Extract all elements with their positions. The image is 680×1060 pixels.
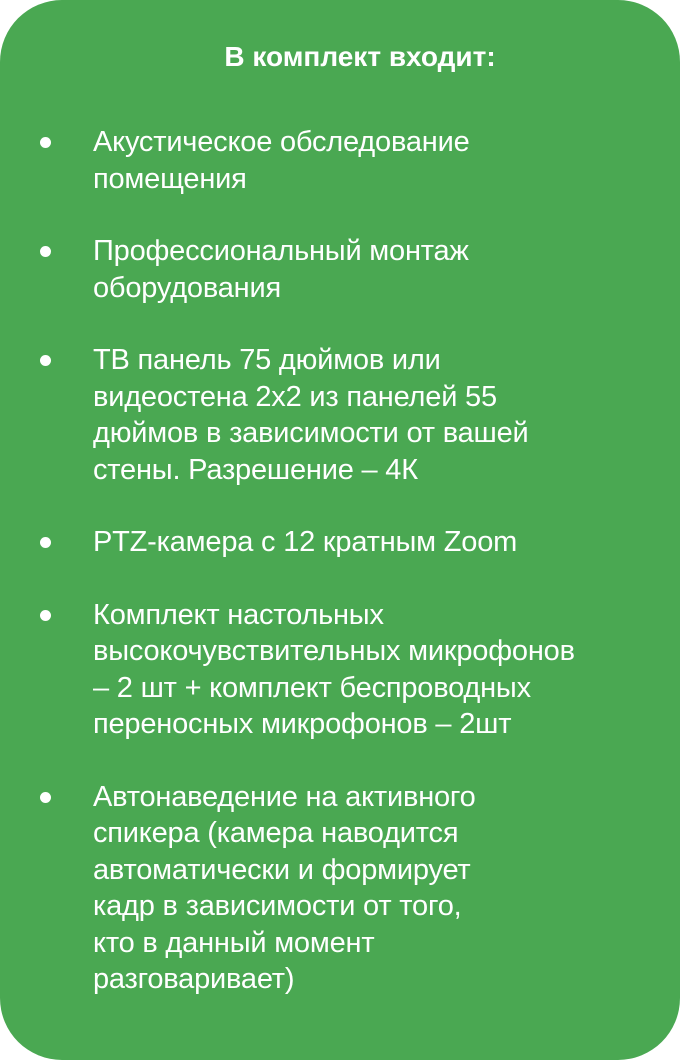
list-item	[0, 124, 680, 197]
list-item	[0, 597, 680, 743]
list-item-text: PTZ-камера с 12 кратным Zoom	[93, 526, 518, 558]
list-item-text: Автонаведение на активного спикера (камера наводится автоматически и формирует кадр в зависимости от того, кто в данный момент разговаривает)	[93, 780, 476, 995]
list-item	[0, 779, 680, 998]
bullet-dot-icon	[40, 246, 51, 257]
bullet-dot-icon	[40, 137, 51, 148]
list-item	[0, 233, 680, 306]
bullet-dot-icon	[40, 355, 51, 366]
bullet-dot-icon	[40, 537, 51, 548]
list-item	[0, 342, 680, 488]
card-title: В комплект входит:	[224, 41, 496, 72]
bullet-dot-icon	[40, 610, 51, 621]
package-items-list	[0, 124, 680, 1034]
bullet-dot-icon	[40, 792, 51, 803]
list-item-text: ТВ панель 75 дюймов или видеостена 2х2 из панелей 55 дюймов в зависимости от вашей стены. Разрешение – 4К	[93, 344, 529, 486]
list-item-text: Комплект настольных высокочувствительных микрофонов – 2 шт + комплект беспроводных переносных микрофонов – 2шт	[93, 598, 575, 740]
list-item	[0, 524, 680, 561]
list-item-text: Акустическое обследование помещения	[93, 126, 470, 195]
list-item-text: Профессиональный монтаж оборудования	[93, 235, 469, 304]
